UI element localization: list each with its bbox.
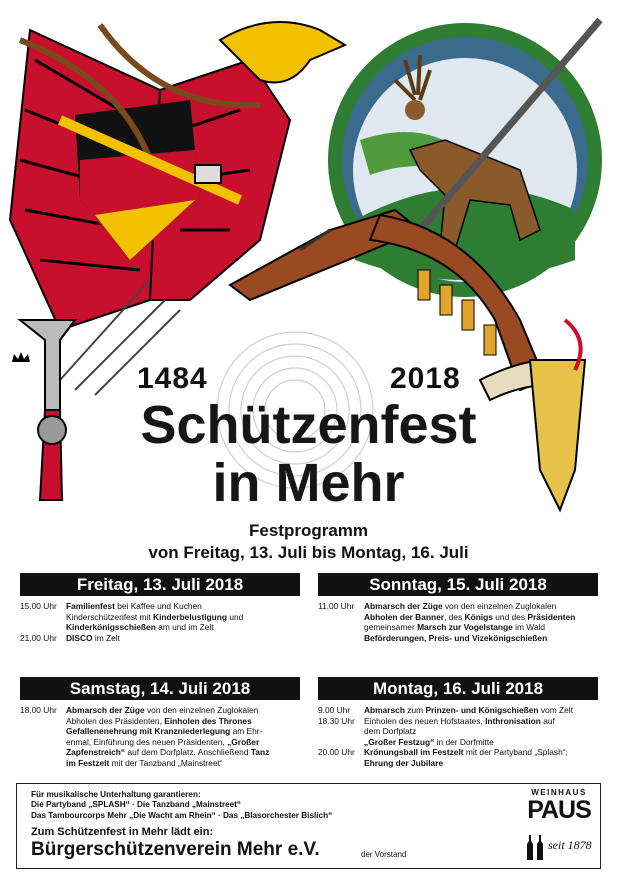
day-friday — [20, 573, 300, 643]
music-heading: Für musikalische Unterhaltung garantieren: — [31, 790, 201, 799]
day-events — [20, 705, 300, 769]
day-sunday — [318, 573, 598, 643]
event-description: Abmarsch zum Prinzen- und Königschießen vom Zelt Einholen des neuen Hofstaates, Inthronisation auf dem Dorfplatz „Großer Festzug“ in der Dorfmitte — [364, 705, 573, 747]
event-description: Abmarsch der Züge von den einzelnen Zuglokalen Abholen der Banner, des Königs und des Präsidenten gemeinsamer Marsch zur Vogelstange im Wald Beförderungen, Preis- und Vizekönigschießen — [364, 601, 576, 643]
current-year: 2018 — [390, 362, 461, 395]
event-time: 21.00 Uhr — [20, 632, 57, 643]
day-header: Montag, 16. Juli 2018 — [318, 677, 598, 700]
event-description: Familienfest bei Kaffee und Kuchen Kinderschützenfest mit Kinderbelustigung und Kinderkönigsschießen am und im Zelt — [66, 601, 244, 633]
day-events — [318, 705, 598, 769]
board-signature: der Vorstand — [361, 850, 407, 859]
event-time: 11.00 Uhr — [318, 601, 355, 611]
event-time: 20.00 Uhr — [318, 747, 355, 758]
music-bands-line2: Das Tambourcorps Mehr „Die Wacht am Rhein“ · Das „Blasorchester Bislich“ — [31, 811, 333, 820]
event-time: 18.00 Uhr — [20, 705, 57, 715]
music-bands-line1: Die Partyband „SPLASH“ · Die Tanzband „Mainstreet“ — [31, 800, 242, 809]
music-footer — [16, 783, 601, 869]
day-saturday — [20, 677, 300, 769]
event-description: Krönungsball im Festzelt mit der Partyband „Splash“; Ehrung der Jubilare — [364, 747, 568, 768]
crown-icon — [12, 352, 30, 362]
page-title-line1: Schützenfest — [140, 395, 477, 455]
day-events — [20, 601, 300, 643]
event-row — [20, 601, 300, 633]
day-header: Samstag, 14. Juli 2018 — [20, 677, 300, 700]
page-title-line2: in Mehr — [212, 453, 405, 513]
event-row — [20, 633, 300, 644]
sponsor-name: PAUS — [527, 796, 591, 824]
day-header: Freitag, 13. Juli 2018 — [20, 573, 300, 596]
invitation-text: Zum Schützenfest in Mehr lädt ein: — [31, 826, 214, 838]
day-monday — [318, 677, 598, 769]
event-row — [318, 705, 598, 747]
founding-year: 1484 — [137, 362, 208, 395]
sponsor-logo — [522, 788, 596, 864]
event-description: Abmarsch der Züge von den einzelnen Zuglokalen Abholen des Präsidenten, Einholen des Thrones Gefallenenehrung mit Kranzniederlegung am Ehr- enmal, Einführung des neuen Präsidenten, „Großer Zapfenstreich“ auf dem Dorfplatz. Anschließend Tanz im Festzelt mit der Tanzband „Mainstreet“ — [66, 705, 270, 768]
date-range: von Freitag, 13. Juli bis Montag, 16. Juli — [148, 543, 469, 562]
event-description: DISCO im Zelt — [66, 632, 120, 643]
day-header: Sonntag, 15. Juli 2018 — [318, 573, 598, 596]
event-row — [318, 747, 598, 768]
program-subtitle: Festprogramm — [248, 521, 369, 540]
sponsor-top: WEINHAUS — [531, 788, 587, 797]
event-row — [20, 705, 300, 769]
event-row — [318, 601, 598, 643]
club-name: Bürgerschützenverein Mehr e.V. — [31, 839, 320, 860]
day-events — [318, 601, 598, 643]
sponsor-since: seit 1878 — [548, 838, 592, 852]
event-time: 9.00 Uhr 18.30 Uhr — [318, 705, 355, 726]
wine-bottles-icon — [524, 834, 548, 860]
event-time: 15.00 Uhr — [20, 601, 57, 611]
